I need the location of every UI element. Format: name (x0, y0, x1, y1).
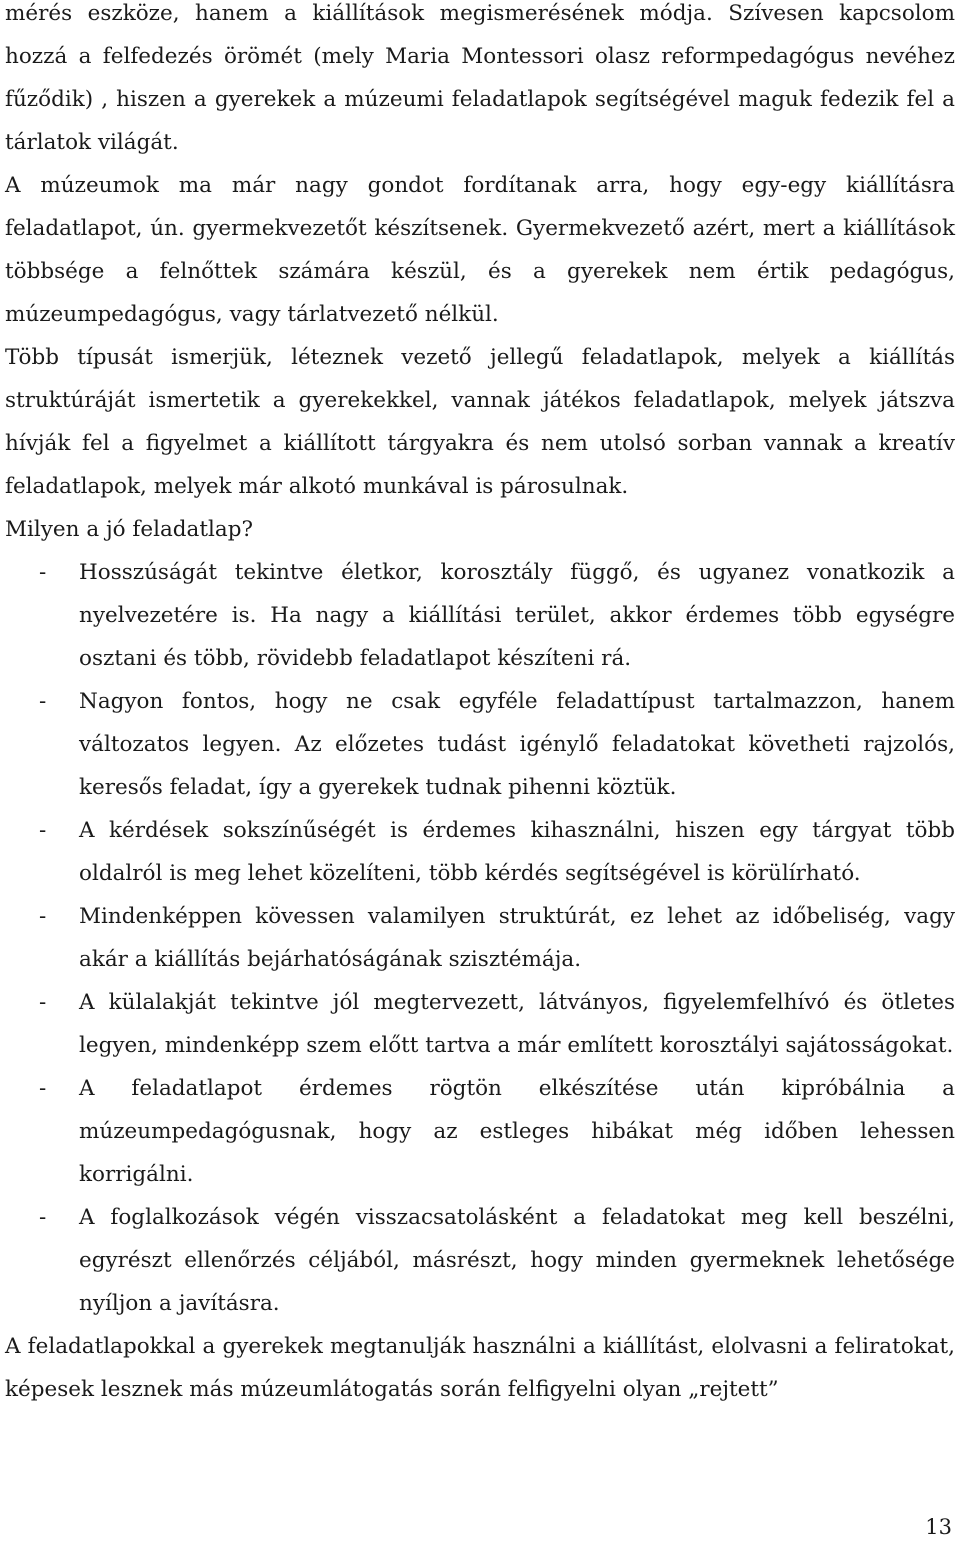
document-page (5, 0, 955, 1411)
bullet-dash: - (39, 1076, 47, 1101)
bullet-dash: - (39, 904, 47, 929)
paragraph-conclusion: A feladatlapokkal a gyerekek megtanulják használni a kiállítást, elolvasni a feliratokat, képesek lesznek más múzeumlátogatás során felfigyelni olyan „rejtett” (5, 1334, 955, 1402)
list-item (5, 981, 955, 1067)
list-item (5, 809, 955, 895)
list-item-text: A foglalkozások végén visszacsatolásként a feladatokat meg kell beszélni, egyrészt ellenőrzés céljából, másrészt, hogy minden gyermeknek lehetősége nyíljon a javításra. (79, 1205, 955, 1316)
criteria-list (5, 551, 955, 1325)
paragraph-worksheet-types: Több típusát ismerjük, léteznek vezető jellegű feladatlapok, melyek a kiállítás struktúráját ismertetik a gyerekekkel, vannak játékos feladatlapok, melyek játszva hívják fel a figyelmet a kiállított tárgyakra és nem utolsó sorban vannak a kreatív feladatlapok, melyek már alkotó munkával is párosulnak. (5, 345, 955, 499)
list-item-text: Mindenképpen kövessen valamilyen struktúrát, ez lehet az időbeliség, vagy akár a kiállítás bejárhatóságának szisztémája. (79, 904, 955, 972)
list-item (5, 1067, 955, 1196)
list-item-text: A kérdések sokszínűségét is érdemes kihasználni, hiszen egy tárgyat több oldalról is meg lehet közelíteni, több kérdés segítségével is körülírható. (79, 818, 955, 886)
list-item (5, 551, 955, 680)
list-item (5, 895, 955, 981)
list-item-text: Nagyon fontos, hogy ne csak egyféle feladattípust tartalmazzon, hanem változatos legyen. Az előzetes tudást igénylő feladatokat követheti rajzolós, keresős feladat, így a gyerekek tudnak pihenni köztük. (79, 689, 955, 800)
bullet-dash: - (39, 990, 47, 1015)
list-item-text: A külalakját tekintve jól megtervezett, látványos, figyelemfelhívó és ötletes legyen, mindenképp szem előtt tartva a már említett korosztályi sajátosságokat. (79, 990, 955, 1058)
list-item-text: Hosszúságát tekintve életkor, korosztály függő, és ugyanez vonatkozik a nyelvezetére is. Ha nagy a kiállítási terület, akkor érdemes több egységre osztani és több, rövidebb feladatlapot készíteni rá. (79, 560, 955, 671)
bullet-dash: - (39, 818, 47, 843)
list-item (5, 1196, 955, 1325)
bullet-dash: - (39, 1205, 47, 1230)
bullet-dash: - (39, 560, 47, 585)
bullet-dash: - (39, 689, 47, 714)
page-number: 13 (925, 1515, 952, 1539)
question-heading: Milyen a jó feladatlap? (5, 517, 253, 542)
list-item-text: A feladatlapot érdemes rögtön elkészítése után kipróbálnia a múzeumpedagógusnak, hogy az estleges hibákat még időben lehessen korrigálni. (79, 1076, 955, 1187)
paragraph-museum-worksheets: A múzeumok ma már nagy gondot fordítanak arra, hogy egy-egy kiállításra feladatlapot, ún. gyermekvezetőt készítsenek. Gyermekvezető azért, mert a kiállítások többsége a felnőttek számára készül, és a gyerekek nem értik pedagógus, múzeumpedagógus, vagy tárlatvezető nélkül. (5, 173, 955, 327)
paragraph-intro-continued: mérés eszköze, hanem a kiállítások megismerésének módja. Szívesen kapcsolom hozzá a felfedezés örömét (mely Maria Montessori olasz reformpedagógus nevéhez fűződik) , hiszen a gyerekek a múzeumi feladatlapok segítségével maguk fedezik fel a tárlatok világát. (5, 1, 955, 155)
list-item (5, 680, 955, 809)
